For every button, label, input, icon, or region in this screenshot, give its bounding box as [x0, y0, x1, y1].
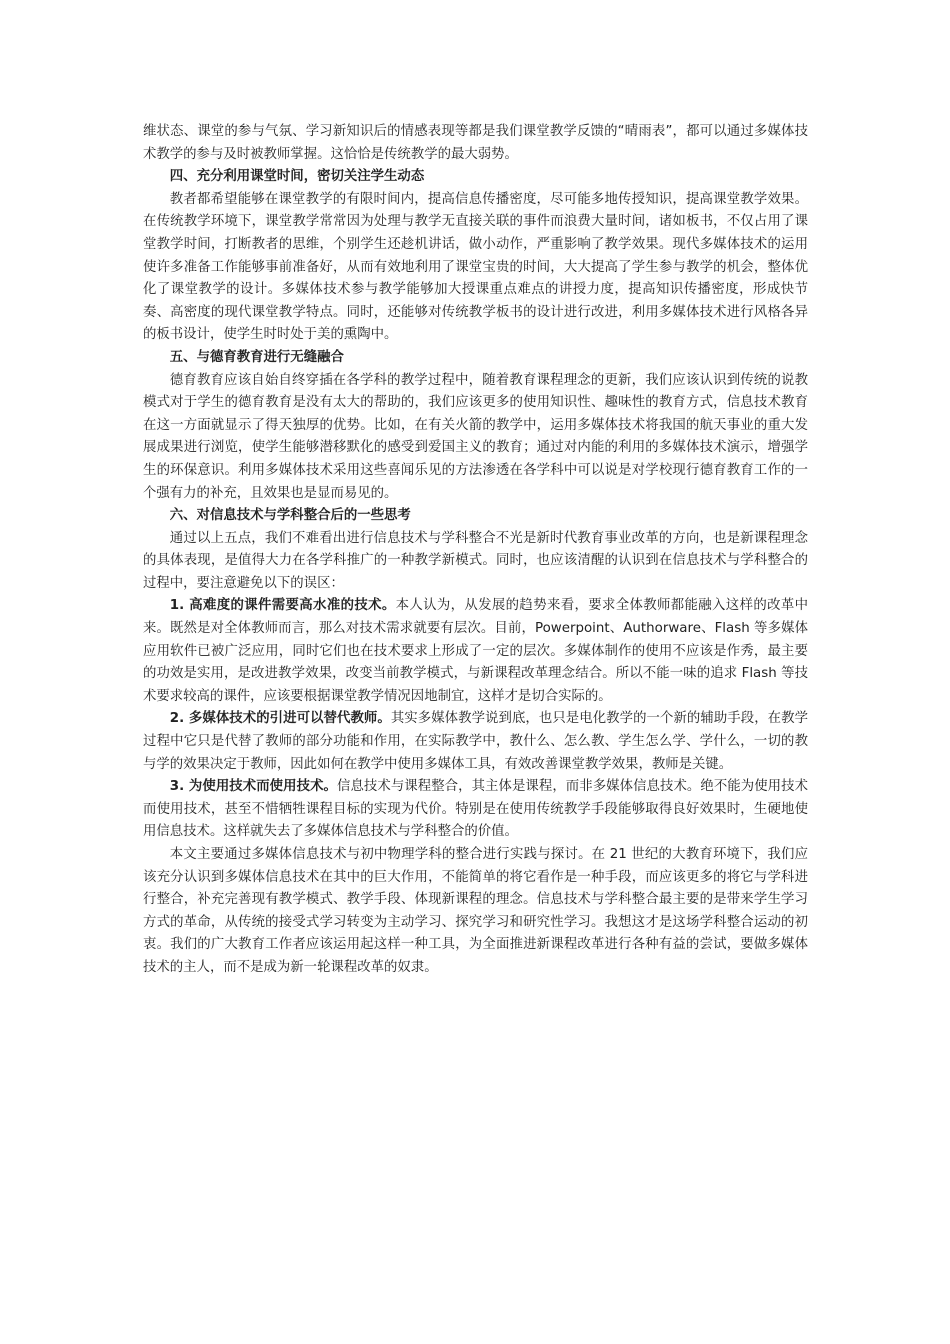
list-item-2-lead: 2. 多媒体技术的引进可以替代教师。 — [169, 711, 391, 727]
paragraph-section-4: 教者都希望能够在课堂教学的有限时间内，提高信息传播密度，尽可能多地传授知识，提高课堂教学效果。在传统教学环境下，课堂教学常常因为处理与教学无直接关联的事件而浪费大量时间，诸如板书，不仅占用了课堂教学时间，打断教者的思维，个别学生还趁机讲话，做小动作，严重影响了教学效果。现代多媒体技术的运用使许多准备工作能够事前准备好，从而有效地利用了课堂宝贵的时间，大大提高了学生参与教学的机会，整体优化了课堂教学的设计。多媒体技术参与教学能够加大授课重点难点的讲授力度，提高知识传播密度，形成快节奏、高密度的现代课堂教学特点。同时，还能够对传统教学板书的设计进行改进，利用多媒体技术进行风格各异的板书设计，使学生时时处于美的熏陶中。 — [143, 191, 808, 343]
section-heading-5: 五、与德育教育进行无缝融合 — [169, 349, 344, 365]
section-heading-4: 四、充分利用课堂时间，密切关注学生动态 — [169, 169, 425, 185]
list-item-3-body: 信息技术与课程整合，其主体是课程，而非多媒体信息技术。绝不能为使用技术而使用技术，甚至不惜牺牲课程目标的实现为代价。特别是在使用传统教学手段能够取得良好效果时，生硬地使用信息技术。这样就失去了多媒体信息技术与学科整合的价值。 — [143, 779, 808, 840]
list-item-1-body: 本人认为，从发展的趋势来看，要求全体教师都能融入这样的改革中来。既然是对全体教师而言，那么对技术需求就要有层次。目前，Powerpoint、Authorware、Flash 等多媒体应用软件已被广泛应用，同时它们也在技术要求上形成了一定的层次。多媒体制作的使用不应该是作秀，最主要的功效是实用，是改进教学效果，改变当前教学模式，与新课程改革理念结合。所以不能一味的追求 Flash 等技术要求较高的课件，应该要根据课堂教学情况因地制宜，这样才是切合实际的。 — [143, 598, 808, 704]
section-heading-6: 六、对信息技术与学科整合后的一些思考 — [169, 508, 411, 524]
list-item-2-body: 其实多媒体教学说到底，也只是电化教学的一个新的辅助手段，在教学过程中它只是代替了教师的部分功能和作用，在实际教学中，教什么、怎么教、学生怎么学、学什么，一切的教与学的效果决定于教师，因此如何在教学中使用多媒体工具，有效改善课堂教学效果，教师是关键。 — [143, 711, 808, 772]
list-item-1-lead: 1. 高难度的课件需要高水准的技术。 — [169, 598, 396, 614]
paragraph-conclusion: 本文主要通过多媒体信息技术与初中物理学科的整合进行实践与探讨。在 21 世纪的大教育环境下，我们应该充分认识到多媒体信息技术在其中的巨大作用，不能简单的将它看作是一种手段，而应该更多的将它与学科进行整合，补充完善现有教学模式、教学手段、体现新课程的理念。信息技术与学科整合最主要的是带来学生学习方式的革命，从传统的接受式学习转变为主动学习、探究学习和研究性学习。我想这才是这场学科整合运动的初衷。我们的广大教育工作者应该运用起这样一种工具，为全面推进新课程改革进行各种有益的尝试，要做多媒体技术的主人，而不是成为新一轮课程改革的奴隶。 — [143, 847, 808, 975]
list-item-3-lead: 3. 为使用技术而使用技术。 — [169, 779, 337, 795]
paragraph-section-5: 德育教育应该自始自终穿插在各学科的教学过程中，随着教育课程理念的更新，我们应该认识到传统的说教模式对于学生的德育教育是没有太大的帮助的，我们应该更多的使用知识性、趣味性的教育方式，信息技术教育在这一方面就显示了得天独厚的优势。比如，在有关火箭的教学中，运用多媒体技术将我国的航天事业的重大发展成果进行浏览，使学生能够潜移默化的感受到爱国主义的教育；通过对内能的利用的多媒体技术演示，增强学生的环保意识。利用多媒体技术采用这些喜闻乐见的方法渗透在各学科中可以说是对学校现行德育教育工作的一个强有力的补充，且效果也是显而易见的。 — [143, 372, 808, 501]
list-item-2 — [143, 708, 808, 776]
list-item-3 — [143, 776, 808, 844]
paragraph-section-6: 通过以上五点，我们不难看出进行信息技术与学科整合不光是新时代教育事业改革的方向，也是新课程理念的具体表现，是值得大力在各学科推广的一种教学新模式。同时，也应该清醒的认识到在信息技术与学科整合的过程中，要注意避免以下的误区： — [143, 530, 808, 591]
document-page — [143, 121, 808, 980]
paragraph-continued: 维状态、课堂的参与气氛、学习新知识后的情感表现等都是我们课堂教学反馈的“晴雨表”，都可以通过多媒体技术教学的参与及时被教师掌握。这恰恰是传统教学的最大弱势。 — [143, 124, 808, 162]
list-item-1 — [143, 595, 808, 708]
